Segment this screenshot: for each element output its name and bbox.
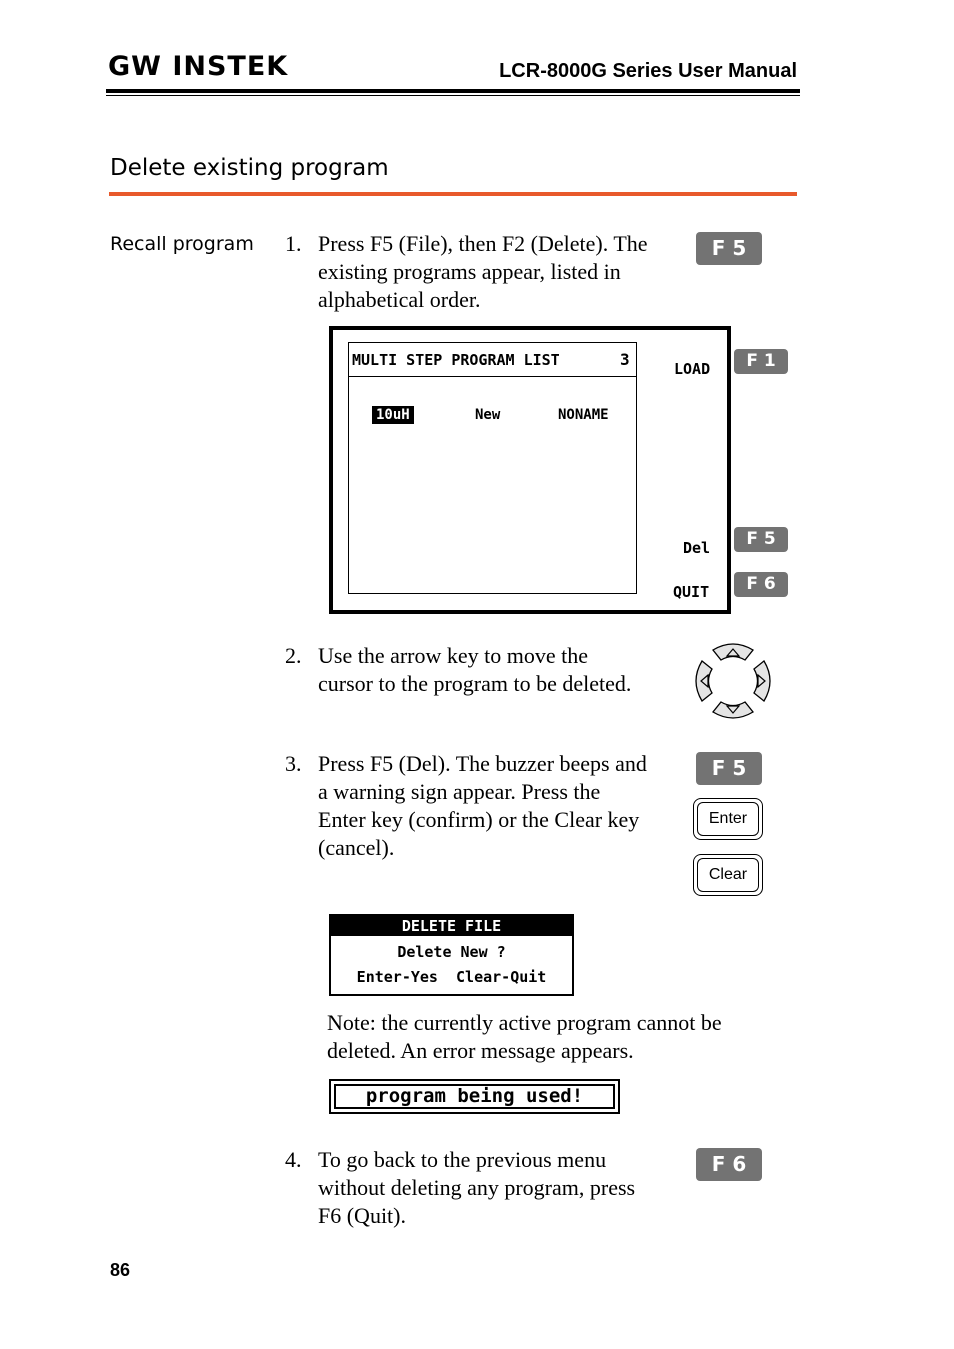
step-number: 2. <box>285 643 302 668</box>
program-entry-status: New <box>475 407 501 423</box>
program-entry-name: NONAME <box>558 407 609 423</box>
lcd-title: MULTI STEP PROGRAM LIST <box>352 351 560 369</box>
lcd-header <box>349 343 636 377</box>
note-line: Note: the currently active program cannot be <box>327 1010 722 1035</box>
f6-key[interactable]: F 6 <box>696 1148 762 1181</box>
delete-file-dialog <box>329 914 574 996</box>
step-number: 1. <box>285 231 302 256</box>
step-line: existing programs appear, listed in <box>318 259 621 284</box>
step-line: Use the arrow key to move the <box>318 643 589 668</box>
step-text <box>318 230 648 314</box>
clear-key[interactable] <box>693 854 763 896</box>
note-line: deleted. An error message appears. <box>327 1038 634 1063</box>
dialog-title: DELETE FILE <box>331 916 572 936</box>
clear-key-label: Clear <box>697 858 759 892</box>
step-text <box>318 642 631 698</box>
step-number: 4. <box>285 1147 302 1172</box>
section-divider <box>109 192 797 196</box>
step-line: Press F5 (Del). The buzzer beeps and <box>318 751 647 776</box>
brand-logo: GW INSTEK <box>108 51 289 82</box>
arrow-keypad-icon[interactable] <box>692 640 774 722</box>
header-rule <box>106 89 800 93</box>
f5-key[interactable]: F 5 <box>734 527 788 552</box>
step-line: F6 (Quit). <box>318 1203 406 1228</box>
step-line: alphabetical order. <box>318 287 481 312</box>
f5-key[interactable]: F 5 <box>696 232 762 265</box>
softkey-label-del: Del <box>683 539 711 557</box>
enter-key[interactable] <box>693 798 763 840</box>
document-title: LCR-8000G Series User Manual <box>499 60 797 82</box>
softkey-label-quit: QUIT <box>673 583 710 601</box>
lcd-program-list-screen <box>329 326 731 614</box>
note-text <box>327 1009 722 1065</box>
step-text <box>318 1146 635 1230</box>
header-rule-thin <box>106 95 800 96</box>
page-number: 86 <box>110 1260 131 1280</box>
error-message-box <box>329 1079 620 1114</box>
step-text <box>318 750 647 862</box>
step-line: a warning sign appear. Press the <box>318 779 601 804</box>
step-line: Enter key (confirm) or the Clear key <box>318 807 640 832</box>
f1-key[interactable]: F 1 <box>734 349 788 374</box>
lcd-list-panel <box>348 342 637 594</box>
dialog-message: Delete New ? <box>397 943 506 961</box>
f5-key[interactable]: F 5 <box>696 752 762 785</box>
error-message: program being used! <box>334 1084 615 1109</box>
step-line: Press F5 (File), then F2 (Delete). The <box>318 231 648 256</box>
enter-key-label: Enter <box>697 802 759 836</box>
step-line: cursor to the program to be deleted. <box>318 671 632 696</box>
program-entry-selected[interactable]: 10uH <box>372 406 414 424</box>
step-number: 3. <box>285 751 302 776</box>
dialog-options: Enter-Yes Clear-Quit <box>356 968 547 986</box>
side-label: Recall program <box>110 233 254 255</box>
f6-key[interactable]: F 6 <box>734 572 788 597</box>
section-title: Delete existing program <box>110 155 389 181</box>
lcd-page-number: 3 <box>620 350 630 369</box>
step-line: (cancel). <box>318 835 395 860</box>
softkey-label-load: LOAD <box>674 360 711 378</box>
step-line: without deleting any program, press <box>318 1175 636 1200</box>
step-line: To go back to the previous menu <box>318 1147 607 1172</box>
